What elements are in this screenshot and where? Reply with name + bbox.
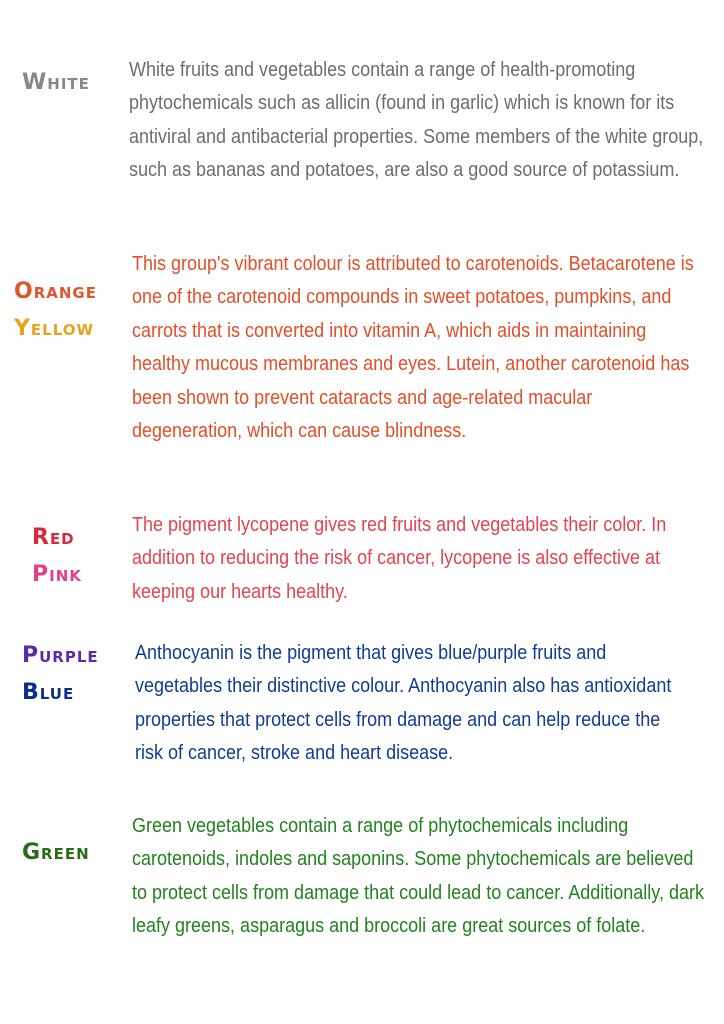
label-white: White <box>22 70 90 95</box>
section-labels <box>22 64 90 101</box>
section-labels <box>32 519 82 593</box>
label-green: Green <box>22 840 90 865</box>
description-orange-yellow: This group's vibrant colour is attributed to carotenoids. Betacarotene is one of the carotenoid compounds in sweet potatoes, pumpkins, and carrots that is converted into vitamin A, which aids in maintaining healthy mucous membranes and eyes. Lutein, another carotenoid has been shown to prevent cataracts and age-related macular degeneration, which can cause blindness. <box>132 253 694 443</box>
description-green: Green vegetables contain a range of phytochemicals including carotenoids, indoles and saponins. Some phytochemicals are believed to protect cells from damage that could lead to cancer. Additionally, dark leafy greens, asparagus and broccoli are great sources of folate. <box>132 815 704 938</box>
label-blue: Blue <box>22 680 75 705</box>
description-purple-blue: Anthocyanin is the pigment that gives blue/purple fruits and vegetables their distinctive colour. Anthocyanin also has antioxidant properties that protect cells from damage and can help reduce the risk of cancer, stroke and heart disease. <box>135 642 672 765</box>
label-orange: Orange <box>14 279 97 304</box>
label-yellow: Yellow <box>14 316 95 341</box>
section-labels <box>22 834 90 871</box>
label-pink: Pink <box>32 562 82 587</box>
description-white: White fruits and vegetables contain a range of health-promoting phytochemicals such as allicin (found in garlic) which is known for its antiviral and antibacterial properties. Some members of the white group, such as bananas and potatoes, are also a good source of potassium. <box>129 59 704 182</box>
description-red-pink: The pigment lycopene gives red fruits and vegetables their color. In addition to reducing the risk of cancer, lycopene is also effective at keeping our hearts healthy. <box>132 514 667 603</box>
label-purple: Purple <box>22 643 99 668</box>
section-labels <box>14 273 97 347</box>
label-red: Red <box>32 525 75 550</box>
section-labels <box>22 637 99 711</box>
